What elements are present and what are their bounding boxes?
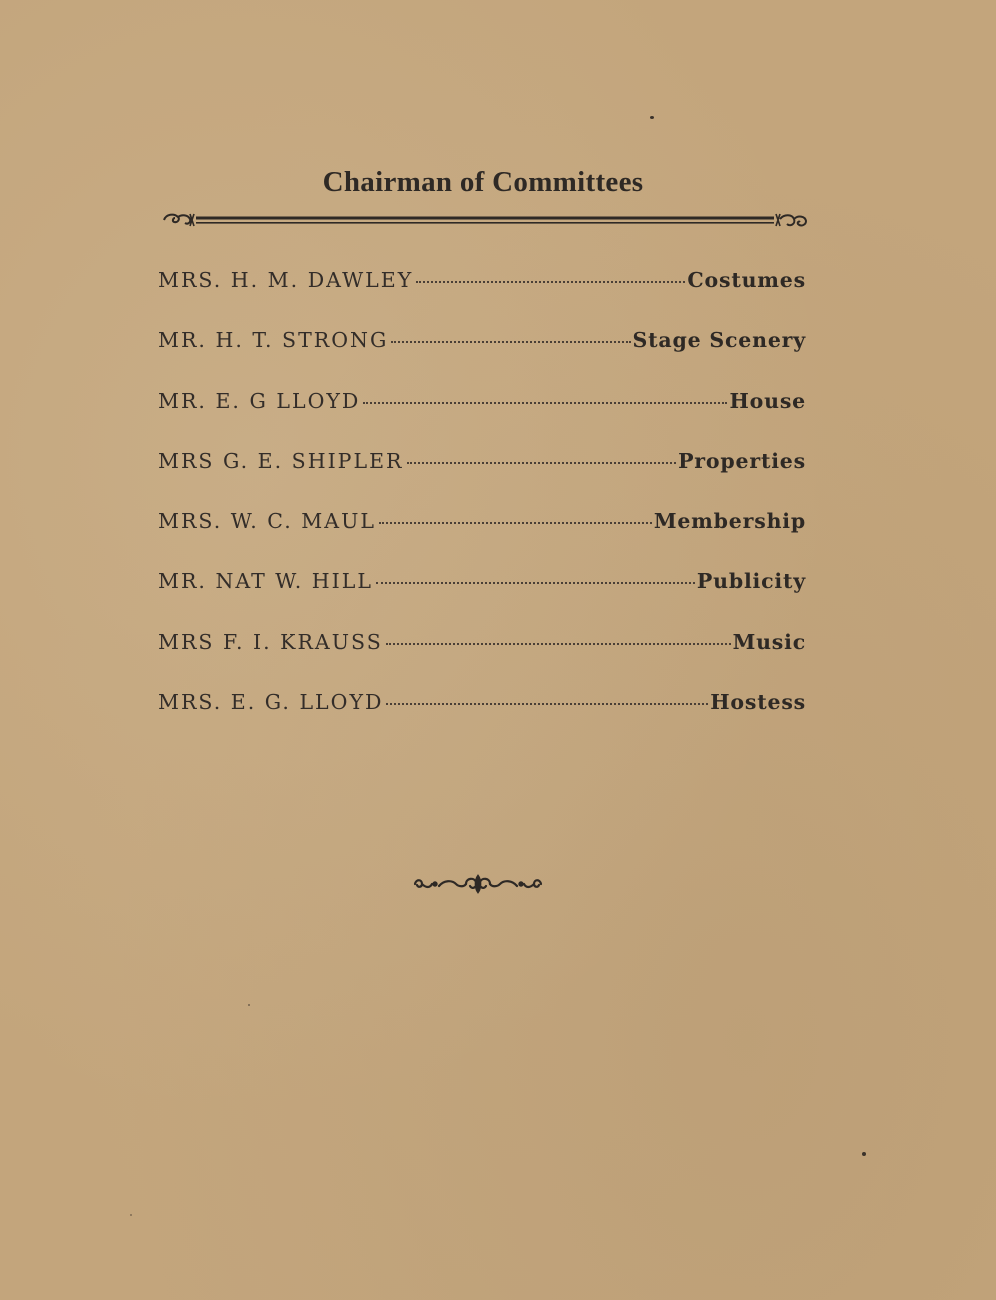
paper-speck — [248, 1004, 250, 1006]
decorative-flourish-icon — [412, 872, 544, 896]
dot-leader — [386, 643, 731, 645]
page-title: Chairman of Committees — [322, 166, 644, 198]
dot-leader — [391, 341, 630, 343]
dot-leader — [386, 703, 708, 705]
dot-leader — [379, 522, 652, 524]
committee-row — [158, 449, 806, 509]
chairman-name: MRS F. I. KRAUSS — [158, 629, 383, 654]
committee-row — [158, 389, 806, 449]
committee-row — [158, 268, 806, 328]
committee-role: Stage Scenery — [632, 328, 806, 353]
committee-role: Costumes — [687, 268, 806, 292]
paper-speck — [130, 1214, 132, 1216]
committee-row — [158, 569, 806, 629]
chairman-name: MR. NAT W. HILL — [158, 569, 373, 594]
committee-row — [158, 630, 806, 690]
paper-speck — [862, 1152, 866, 1156]
committee-role: Properties — [678, 448, 806, 473]
chairman-name: MR. E. G LLOYD — [158, 388, 361, 413]
committee-role: Publicity — [696, 569, 806, 594]
chairman-name: MR. H. T. STRONG — [158, 328, 389, 353]
committee-role: Music — [732, 629, 806, 654]
dot-leader — [363, 402, 727, 404]
committee-row — [158, 509, 806, 569]
chairman-name: MRS. E. G. LLOYD — [158, 690, 384, 715]
chairman-name: MRS. H. M. DAWLEY — [158, 268, 414, 292]
chairman-name: MRS. W. C. MAUL — [158, 509, 376, 534]
committee-row — [158, 690, 806, 750]
paper-speck — [650, 116, 654, 119]
committee-role: House — [729, 388, 806, 413]
title-rule-ornament — [160, 206, 810, 236]
committee-role: Hostess — [710, 690, 806, 715]
dot-leader — [376, 582, 695, 584]
committee-list — [158, 268, 806, 750]
dot-leader — [407, 462, 677, 464]
chairman-name: MRS G. E. SHIPLER — [158, 448, 404, 473]
dot-leader — [416, 281, 685, 283]
committee-row — [158, 328, 806, 388]
committee-role: Membership — [653, 509, 806, 534]
